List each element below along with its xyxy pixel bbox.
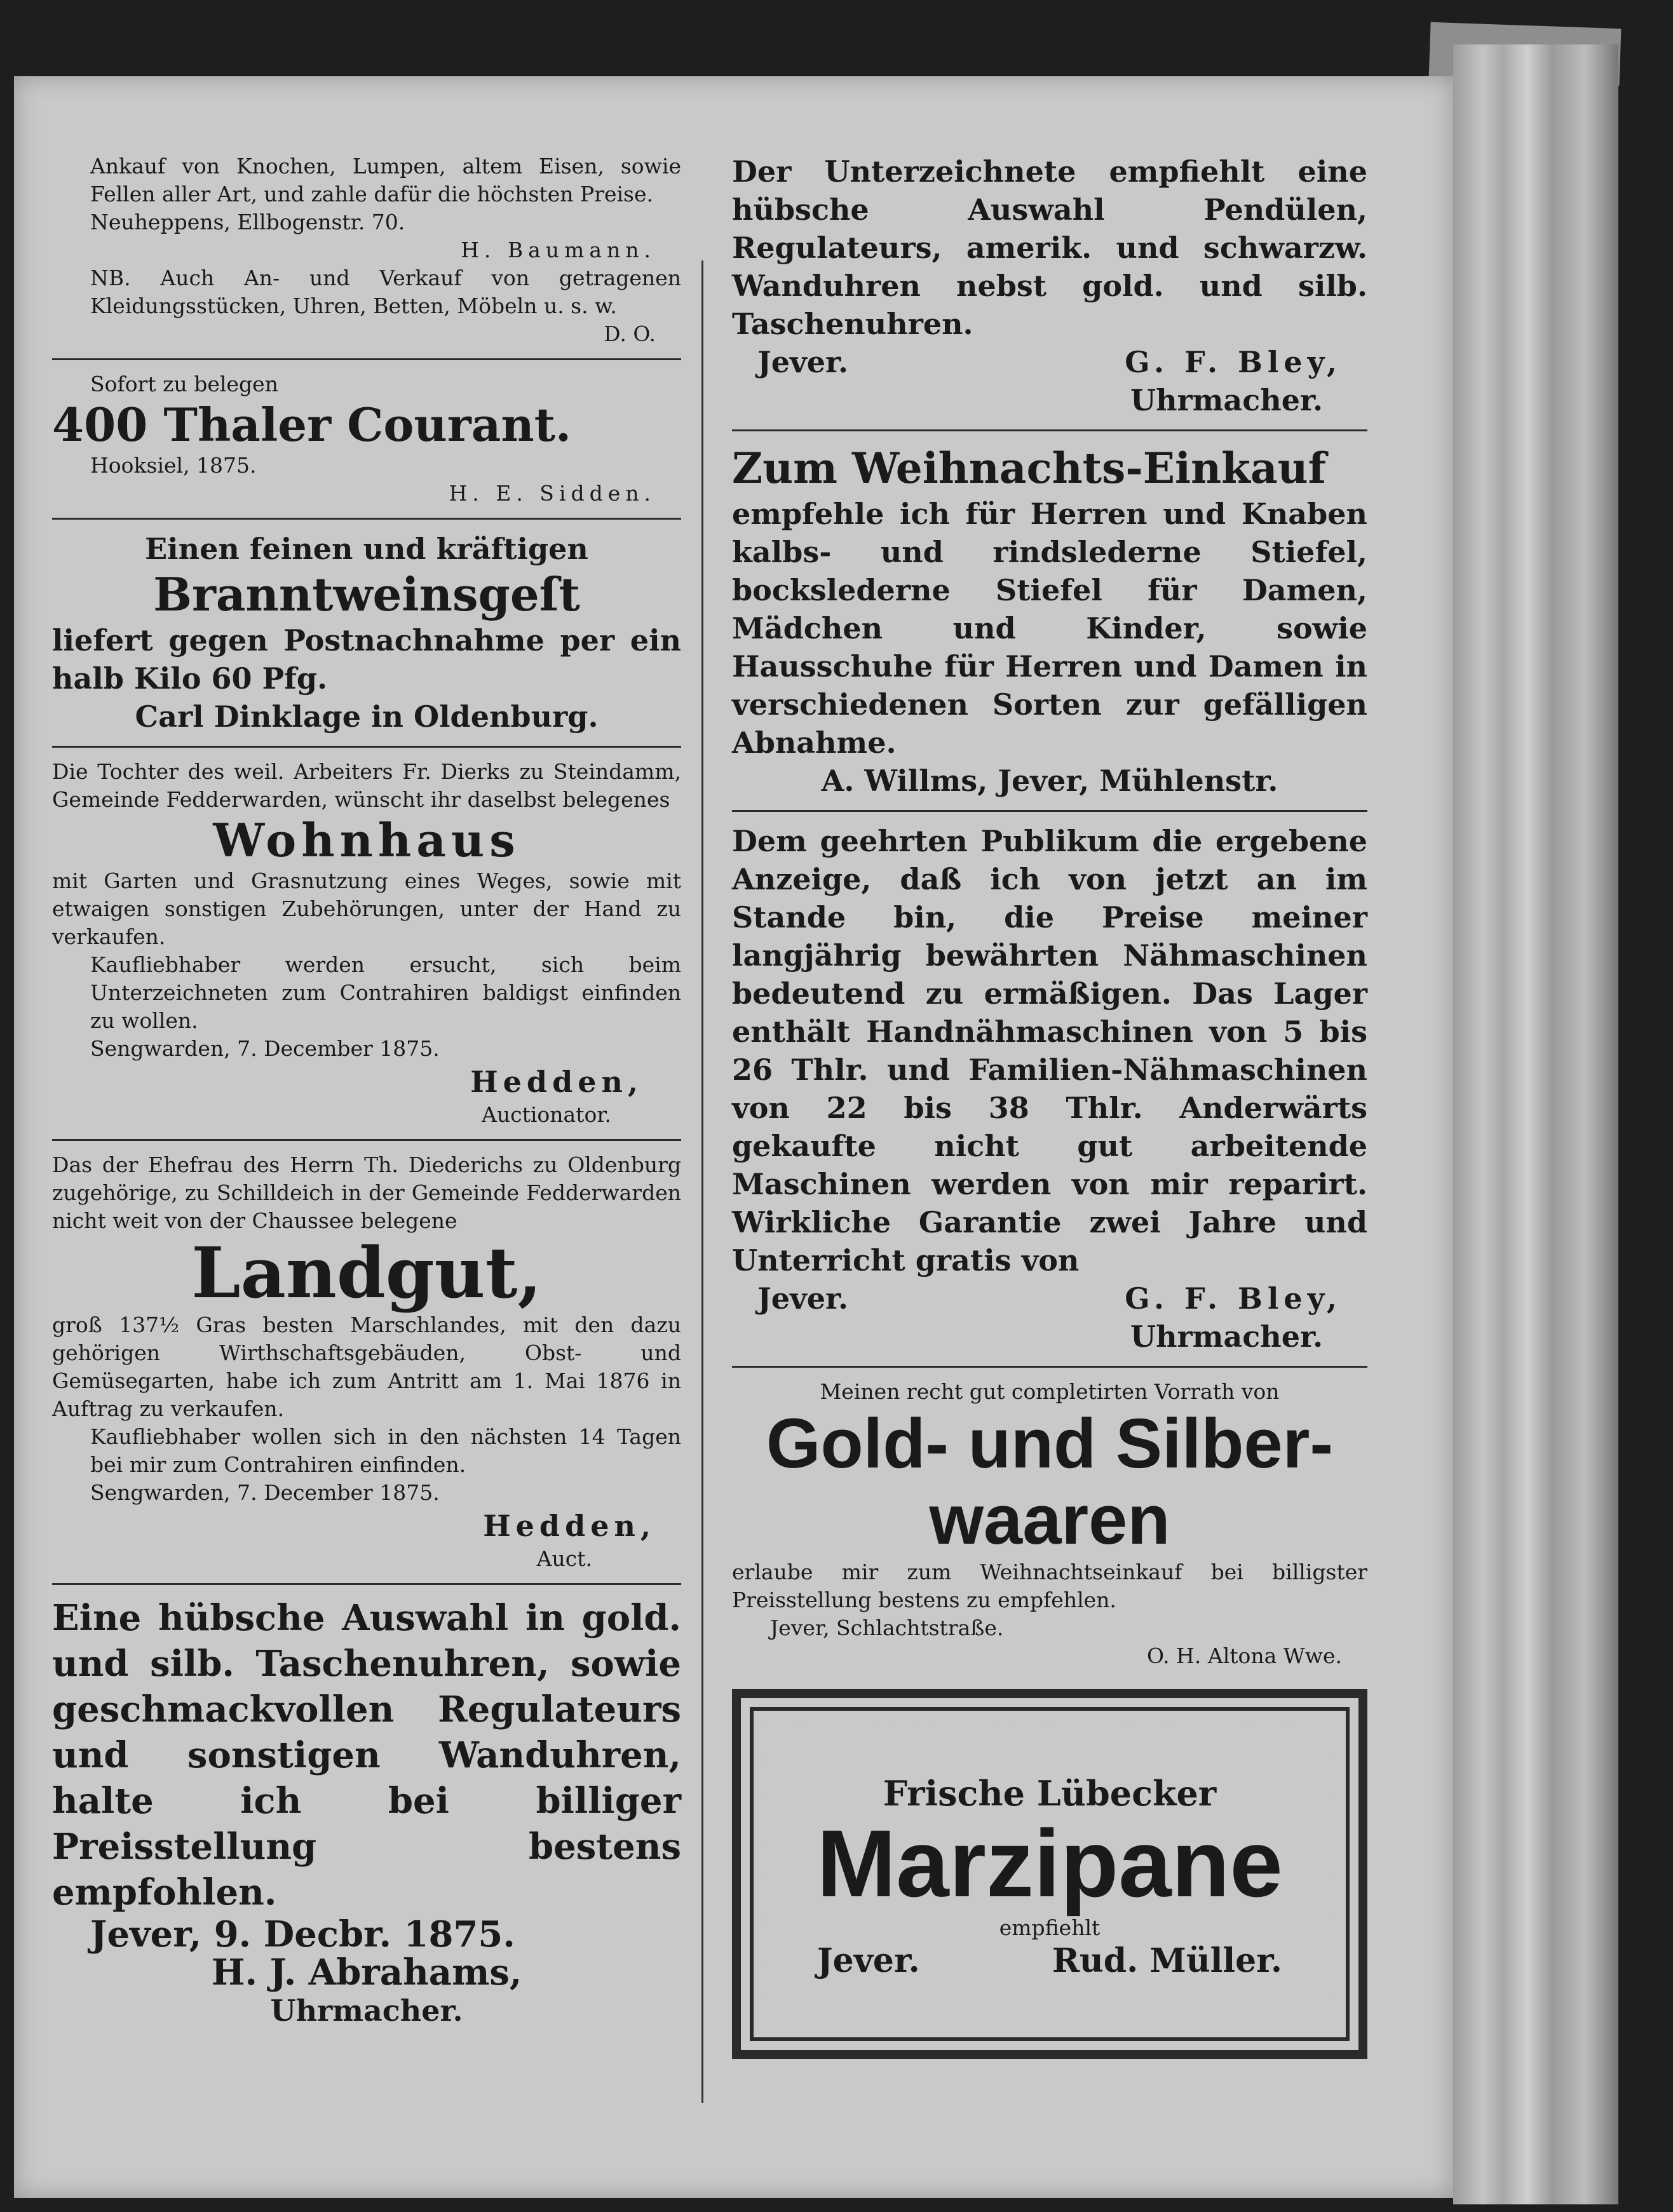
ad-body: Eine hübsche Auswahl in gold. und silb. Taschenuhren, sowie geschmackvollen Regulateurs und sonstigen Wanduhren, halte ich bei billiger Preisstellung bestens empfohlen. (52, 1597, 681, 1913)
marzipan-ad-frame (732, 1689, 1367, 2059)
ad-signature: G. F. Bley, (1125, 345, 1342, 379)
divider-rule (52, 1139, 681, 1141)
ad-body: groß 137½ Gras besten Marschlandes, mit den dazu gehörigen Wirthschaftsgebäuden, Obst- und Gemüsegarten, habe ich zum Antritt am 1. Mai 1876 in Auftrag zu verkaufen. (52, 1312, 681, 1421)
ad-willms (732, 442, 1367, 800)
ad-landgut (52, 1151, 681, 1573)
ad-date: Sengwarden, 7. December 1875. (90, 1036, 440, 1061)
ad-body: liefert gegen Postnachnahme per ein halb Kilo 60 Pfg. (52, 623, 681, 696)
ad-role: Uhrmacher. (1130, 383, 1323, 417)
ad-signature: H. Baumann. (461, 238, 656, 262)
ad-note: NB. Auch An- und Verkauf von getragenen Kleidungsstücken, Uhren, Betten, Möbeln u. s. w. (90, 266, 681, 318)
ad-date: Sengwarden, 7. December 1875. (90, 1480, 440, 1505)
ad-headline: Gold- und Silber- (766, 1405, 1334, 1483)
ad-place: Jever. (757, 1281, 849, 1316)
ad-body: Der Unterzeichnete empfiehlt eine hübsche Auswahl Pendülen, Regulateurs, amerik. und schwarzw. Wanduhren nebst gold. und silb. Taschenuhren. (732, 154, 1367, 341)
divider-rule (732, 1366, 1367, 1368)
ad-line-2: empfiehlt (999, 1915, 1101, 1940)
ad-altona (732, 1378, 1367, 1670)
ad-signature: A. Willms, Jever, Mühlenstr. (821, 764, 1278, 798)
ad-signature: H. J. Abrahams, (211, 1952, 522, 1993)
divider-rule (52, 746, 681, 748)
ad-headline: 400 Thaler Courant. (52, 398, 572, 452)
ad-bley-uhren (732, 152, 1367, 419)
ad-body-2: Kaufliebhaber wollen sich in den nächsten 14 Tagen bei mir zum Contrahiren einfinden. (90, 1424, 681, 1477)
ad-sidden (52, 370, 681, 508)
ad-body: Dem geehrten Publikum die ergebene Anzeige, daß ich von jetzt an im Stande bin, die Preise meiner langjährig bewährten Nähmaschinen bedeutend zu ermäßigen. Das Lager enthält Handnähmaschinen von 5 bis 26 Thlr. und Familien-Nähmaschinen von 22 bis 38 Thlr. Anderwärts gekaufte nicht gut arbeitende Maschinen werden von mir reparirt. Wirkliche Garantie zwei Jahre und Unterricht gratis von (732, 824, 1367, 1278)
ad-bley-naehmaschinen (732, 822, 1367, 1356)
ad-signature: H. E. Sidden. (449, 481, 656, 506)
ad-signature: O. H. Altona Wwe. (1147, 1643, 1342, 1668)
page-edges (1453, 44, 1618, 2204)
ad-body-2: Kaufliebhaber werden ersucht, sich beim Unterzeichneten zum Contrahiren baldigst einfinden zu wollen. (90, 952, 681, 1033)
ad-signature: Hedden, (483, 1509, 656, 1543)
ad-headline: Landgut, (191, 1232, 542, 1314)
ad-role: Uhrmacher. (1130, 1319, 1323, 1354)
ad-line: Einen feinen und kräftigen (145, 532, 588, 566)
ad-dinklage (52, 530, 681, 736)
ad-role: Auct. (536, 1546, 592, 1571)
ad-initials: D. O. (604, 321, 656, 346)
ad-signature: G. F. Bley, (1125, 1281, 1342, 1316)
newspaper-page (14, 76, 1453, 2198)
ad-signature: Carl Dinklage in Oldenburg. (135, 699, 599, 734)
ad-baumann (52, 152, 681, 348)
ad-abrahams (52, 1595, 681, 2030)
divider-rule (732, 810, 1367, 812)
ad-place: Jever. (817, 1941, 920, 1980)
column-divider (701, 260, 703, 2103)
ad-intro: Meinen recht gut completirten Vorrath von (820, 1379, 1280, 1404)
ad-headline: Branntweinsgeſt (153, 567, 580, 621)
ad-wohnhaus (52, 758, 681, 1129)
divider-rule (52, 1583, 681, 1585)
left-column (52, 152, 681, 2030)
ad-intro: Sofort zu belegen (90, 372, 278, 396)
ad-body: Ankauf von Knochen, Lumpen, altem Eisen, sowie Fellen aller Art, und zahle dafür die höchsten Preise. (90, 154, 681, 206)
ad-body: erlaube mir zum Weihnachtseinkauf bei billigster Preisstellung bestens zu empfehlen. (732, 1560, 1367, 1612)
ad-intro: Das der Ehefrau des Herrn Th. Diederichs zu Oldenburg zugehörige, zu Schilldeich in der Gemeinde Fedderwarden nicht weit von der Chaussee belegene (52, 1152, 681, 1233)
ad-date: Jever, 9. Decbr. 1875. (90, 1913, 515, 1955)
ad-intro: Die Tochter des weil. Arbeiters Fr. Dierks zu Steindamm, Gemeinde Fedderwarden, wünscht ihr daselbst belegenes (52, 759, 681, 812)
ad-place: Hooksiel, 1875. (90, 453, 257, 478)
ad-headline-2: waaren (929, 1481, 1170, 1559)
ad-place: Jever, Schlachtstraße. (770, 1615, 1004, 1640)
ad-signature: Rud. Müller. (1052, 1941, 1282, 1980)
ad-signature: Hedden, (470, 1065, 643, 1099)
divider-rule (732, 429, 1367, 431)
ad-headline: Marzipane (816, 1810, 1283, 1917)
divider-rule (52, 518, 681, 520)
ad-role: Auctionator. (482, 1102, 611, 1127)
ad-role: Uhrmacher. (270, 1993, 463, 2028)
ad-address: Neuheppens, Ellbogenstr. 70. (90, 210, 405, 234)
ad-headline: Wohnhaus (213, 813, 520, 867)
ad-line: Frische Lübecker (883, 1773, 1217, 1814)
ad-headline: Zum Weihnachts-Einkauf (732, 443, 1326, 493)
ad-body: empfehle ich für Herren und Knaben kalbs- und rindslederne Stiefel, bockslederne Stiefel für Damen, Mädchen und Kinder, sowie Hausschuhe für Herren und Damen in verschiedenen Sorten zur gefälligen Abnahme. (732, 497, 1367, 760)
ad-place: Jever. (757, 345, 849, 379)
ad-body: mit Garten und Grasnutzung eines Weges, sowie mit etwaigen sonstigen Zubehörungen, unter der Hand zu verkaufen. (52, 868, 681, 949)
right-column (732, 152, 1367, 2059)
divider-rule (52, 358, 681, 360)
